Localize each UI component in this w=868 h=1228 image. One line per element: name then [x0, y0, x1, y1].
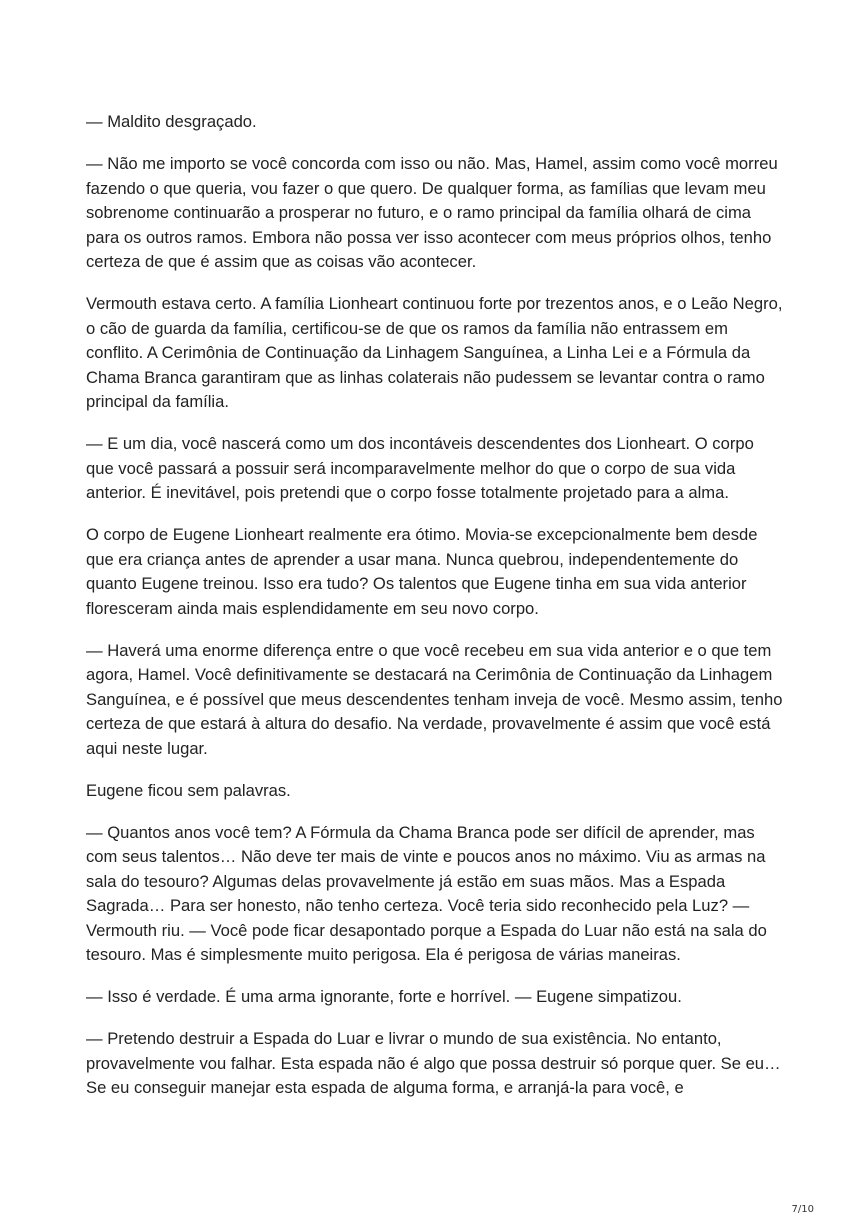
paragraph-10: — Pretendo destruir a Espada do Luar e livrar o mundo de sua existência. No entanto, provavelmente vou falhar. Esta espada não é algo que possa destruir só porque quer. Se eu… Se eu conseguir manejar esta espada de alguma forma, e arranjá-la para você, e [86, 1029, 781, 1097]
paragraph-5: O corpo de Eugene Lionheart realmente era ótimo. Movia-se excepcionalmente bem desde que era criança antes de aprender a usar mana. Nunca quebrou, independentemente do quanto Eugene treinou. Isso era tudo? Os talentos que Eugene tinha em sua vida anterior floresceram ainda mais esplendidamente em seu novo corpo. [86, 525, 758, 618]
paragraph-6: — Haverá uma enorme diferença entre o que você recebeu em sua vida anterior e o que tem agora, Hamel. Você definitivamente se destacará na Cerimônia de Continuação da Linhagem Sanguínea, e é possível que meus descendentes tenham inveja de você. Mesmo assim, tenho certeza de que estará à altura do desafio. Na verdade, provavelmente é assim que você está aqui neste lugar. [86, 640, 783, 758]
paragraph-8: — Quantos anos você tem? A Fórmula da Chama Branca pode ser difícil de aprender, mas com seus talentos… Não deve ter mais de vinte e poucos anos no máximo. Viu as armas na sala do tesouro? Algumas delas provavelmente já estão em suas mãos. Mas a Espada Sagrada… Para ser honesto, não tenho certeza. Você teria sido reconhecido pela Luz? — Vermouth riu. — Você pode ficar desapontado porque a Espada do Luar não está na sala do tesouro. Mas é simplesmente muito perigosa. Ela é perigosa de várias maneiras. [86, 822, 767, 964]
paragraph-1: — Maldito desgraçado. [86, 112, 257, 131]
paragraph-7: Eugene ficou sem palavras. [86, 780, 291, 800]
document-page [86, 110, 786, 1118]
paragraph-9: — Isso é verdade. É uma arma ignorante, forte e horrível. — Eugene simpatizou. [86, 987, 682, 1006]
page-number: 7/10 [791, 1204, 814, 1215]
paragraph-2: — Não me importo se você concorda com isso ou não. Mas, Hamel, assim como você morreu fazendo o que queria, vou fazer o que quero. De qualquer forma, as famílias que levam meu sobrenome continuarão a prosperar no futuro, e o ramo principal da família olhará de cima para os outros ramos. Embora não possa ver isso acontecer com meus próprios olhos, tenho certeza de que é assim que as coisas vão acontecer. [86, 154, 778, 271]
paragraph-3: Vermouth estava certo. A família Lionheart continuou forte por trezentos anos, e o Leão Negro, o cão de guarda da família, certificou-se de que os ramos da família não entrassem em conflito. A Cerimônia de Continuação da Linhagem Sanguínea, a Linha Lei e a Fórmula da Chama Branca garantiram que as linhas colaterais não pudessem se levantar contra o ramo principal da família. [86, 294, 783, 411]
paragraph-4: — E um dia, você nascerá como um dos incontáveis descendentes dos Lionheart. O corpo que você passará a possuir será incomparavelmente melhor do que o corpo de sua vida anterior. É inevitável, pois pretendi que o corpo fosse totalmente projetado para a alma. [86, 434, 754, 502]
